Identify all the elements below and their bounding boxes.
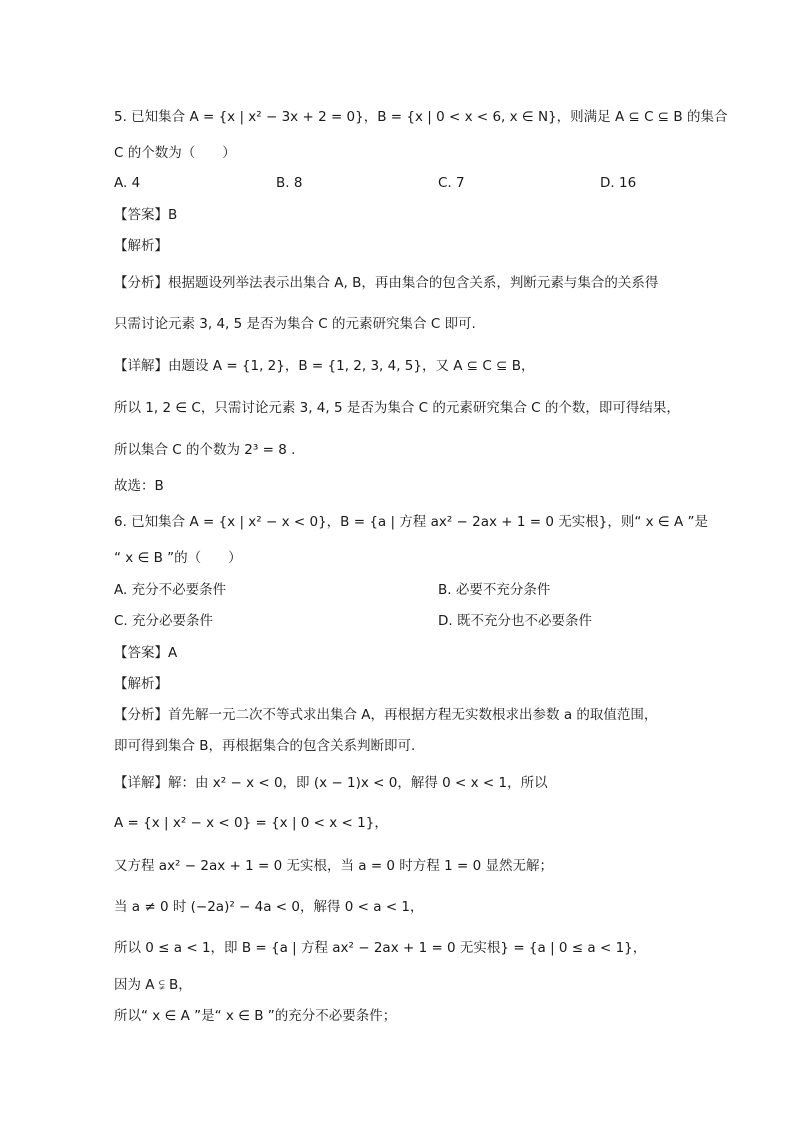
q5-fenxi-line-1: 【分析】根据题设列举法表示出集合 A, B，再由集合的包含关系，判断元素与集合的关系得 xyxy=(114,275,659,291)
q6-answer: 【答案】A xyxy=(114,645,178,661)
q6-analysis-heading: 【解析】 xyxy=(114,676,168,692)
q5-option-c: C. 7 xyxy=(438,175,465,191)
q6-detail-line-3: 又方程 ax² − 2ax + 1 = 0 无实根，当 a = 0 时方程 1 = 0 显然无解； xyxy=(114,858,553,874)
q6-fenxi-line-1: 【分析】首先解一元二次不等式求出集合 A，再根据方程无实数根求出参数 a 的取值范围， xyxy=(114,707,658,723)
q6-detail-line-2: A = {x | x² − x < 0} = {x | 0 < x < 1}， xyxy=(114,815,388,831)
q5-detail-line-2: 所以 1, 2 ∈ C，只需讨论元素 3, 4, 5 是否为集合 C 的元素研究集合 C 的个数，即可得结果， xyxy=(114,400,680,416)
q5-choose: 故选：B xyxy=(114,478,164,494)
q6-stem-line-1: 6. 已知集合 A = {x | x² − x < 0}，B = {a | 方程 ax² − 2ax + 1 = 0 无实根}，则“ x ∈ A ”是 xyxy=(114,514,708,530)
q5-option-a: A. 4 xyxy=(114,175,141,191)
q6-stem-line-2: “ x ∈ B ”的（ ） xyxy=(114,550,242,566)
q5-option-b: B. 8 xyxy=(276,175,303,191)
q5-analysis-heading: 【解析】 xyxy=(114,238,168,254)
q6-option-d: D. 既不充分也不必要条件 xyxy=(438,613,592,629)
q6-detail-line-4: 当 a ≠ 0 时 (−2a)² − 4a < 0，解得 0 < a < 1， xyxy=(114,899,424,915)
q6-detail-line-6: 因为 A ⫋ B， xyxy=(114,977,192,993)
q6-option-b: B. 必要不充分条件 xyxy=(438,582,551,598)
q5-detail-line-1: 【详解】由题设 A = {1, 2}，B = {1, 2, 3, 4, 5}，又 A ⊆ C ⊆ B， xyxy=(114,358,535,374)
q6-option-a: A. 充分不必要条件 xyxy=(114,582,227,598)
q5-stem-line-1: 5. 已知集合 A = {x | x² − 3x + 2 = 0}，B = {x | 0 < x < 6, x ∈ N}，则满足 A ⊆ C ⊆ B 的集合 xyxy=(114,109,728,125)
q6-detail-line-5: 所以 0 ≤ a < 1，即 B = {a | 方程 ax² − 2ax + 1 = 0 无实根} = {a | 0 ≤ a < 1}， xyxy=(114,940,647,956)
q5-stem-line-2: C 的个数为（ ） xyxy=(114,145,236,161)
q6-fenxi-line-2: 即可得到集合 B，再根据集合的包含关系判断即可. xyxy=(114,738,416,754)
q5-fenxi-line-2: 只需讨论元素 3, 4, 5 是否为集合 C 的元素研究集合 C 即可. xyxy=(114,316,476,332)
q6-option-c: C. 充分必要条件 xyxy=(114,613,214,629)
q5-option-d: D. 16 xyxy=(600,175,637,191)
q6-detail-line-7: 所以“ x ∈ A ”是“ x ∈ B ”的充分不必要条件； xyxy=(114,1008,397,1024)
q5-detail-line-3: 所以集合 C 的个数为 2³ = 8 . xyxy=(114,442,296,458)
q5-answer: 【答案】B xyxy=(114,207,178,223)
q6-detail-line-1: 【详解】解：由 x² − x < 0，即 (x − 1)x < 0，解得 0 < x < 1，所以 xyxy=(114,775,548,791)
